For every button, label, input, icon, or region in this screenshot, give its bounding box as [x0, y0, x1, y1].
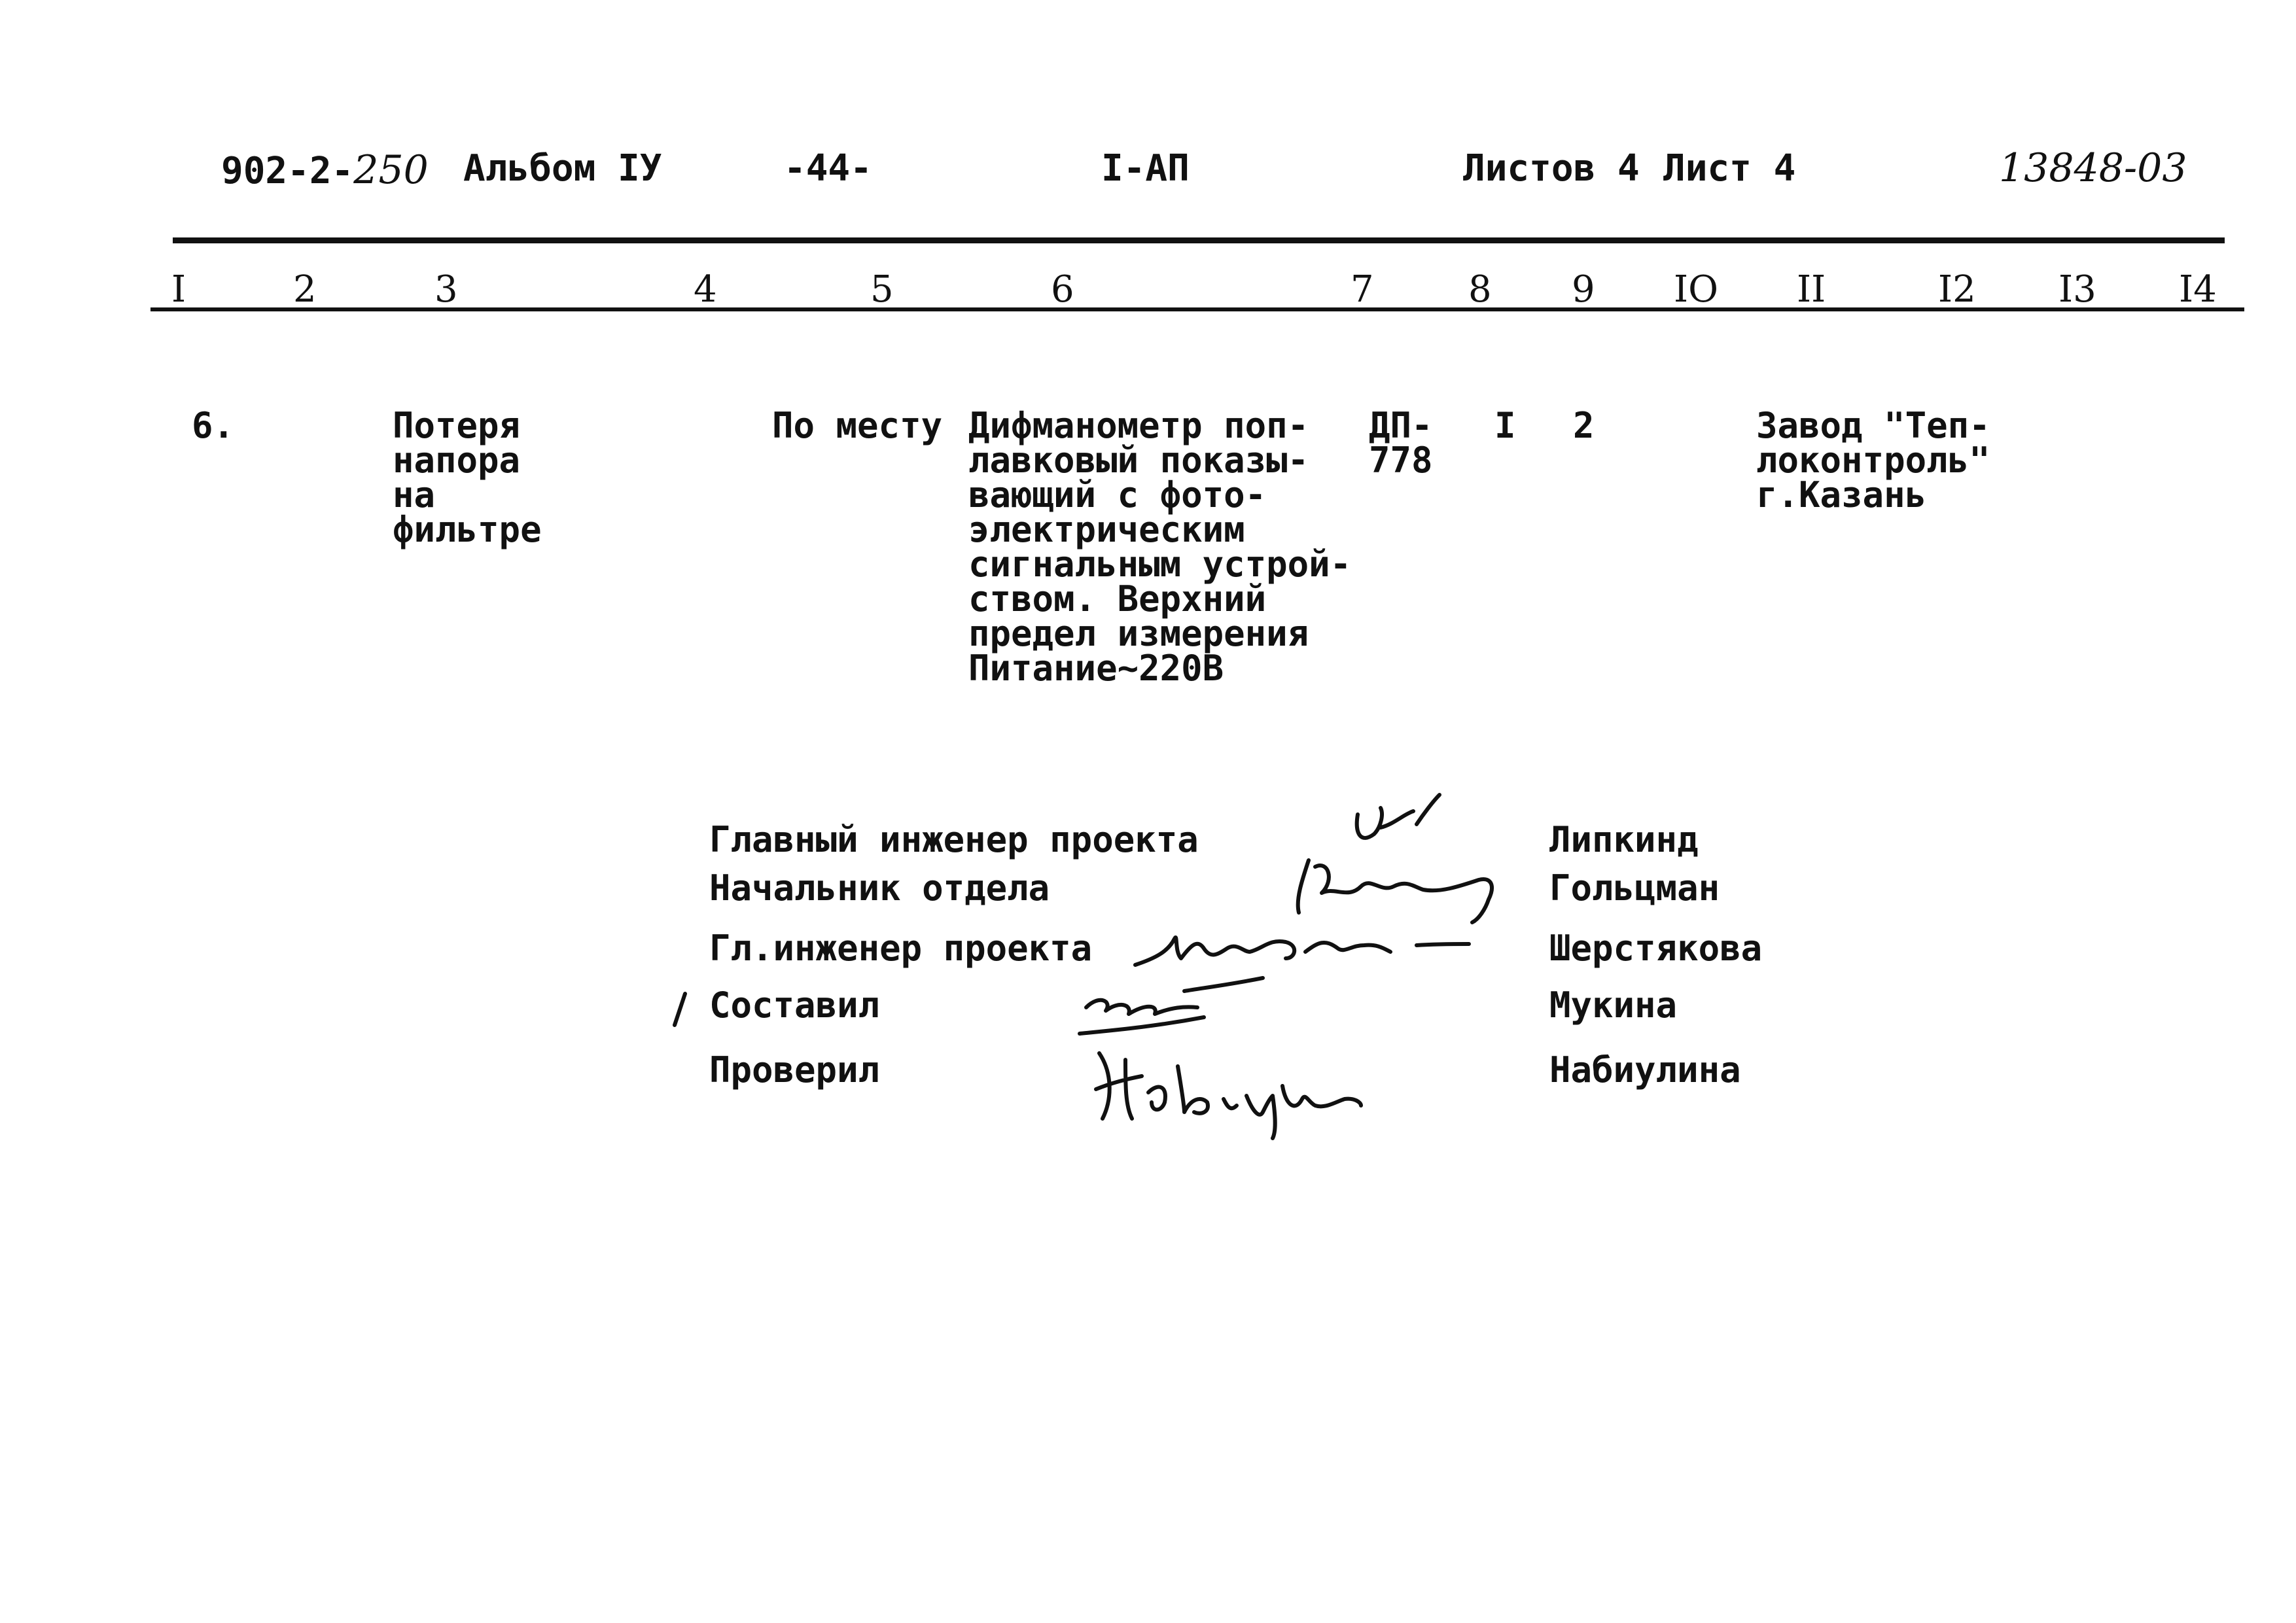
signature-name-compiled-by: Мукина — [1549, 985, 1678, 1026]
column-number-3: 3 — [434, 268, 458, 311]
section-title: I-АП — [1101, 147, 1190, 190]
column-number-7: 7 — [1351, 268, 1374, 311]
signature-name-chief-engineer: Липкинд — [1549, 819, 1699, 860]
album-label: Альбом IУ — [463, 147, 662, 190]
device-description: Дифманометр поп- лавковый показы- вающий с фото- электрическим сигнальным устрой- ством. Верхний предел измерения Питание~220В — [968, 405, 1352, 689]
signature-role-project-engineer: Гл.инженер проекта — [709, 928, 1093, 969]
signature-role-checked-by: Проверил — [709, 1049, 880, 1091]
installation-place: По месту — [772, 405, 943, 446]
column-number-6: 6 — [1051, 268, 1074, 311]
signature-name-project-engineer: Шерстякова — [1549, 928, 1763, 969]
signature-role-department-head: Начальник отдела — [709, 867, 1050, 909]
column-number-13: I3 — [2058, 268, 2096, 311]
tick-mark — [671, 991, 690, 1030]
archive-number: 13848-03 — [1999, 145, 2187, 191]
signature-role-compiled-by: Составил — [709, 985, 880, 1026]
handwritten-signature-4 — [1086, 1040, 1426, 1145]
signature-role-chief-engineer: Главный инженер проекта — [709, 819, 1199, 860]
document-code-number: 250 — [353, 147, 429, 193]
signature-name-checked-by: Набиулина — [1549, 1049, 1741, 1091]
column-number-4: 4 — [694, 268, 717, 311]
device-quantity-1: I — [1494, 405, 1516, 446]
column-number-11: II — [1797, 268, 1826, 311]
column-number-10: IO — [1674, 268, 1719, 311]
sheets-total: Листов 4 — [1463, 147, 1640, 190]
document-code-prefix: 902-2- — [221, 150, 354, 192]
column-number-5: 5 — [870, 268, 894, 311]
sheet-number: Лист 4 — [1663, 147, 1796, 190]
row-number: 6. — [192, 405, 235, 446]
document-code — [221, 147, 429, 193]
device-quantity-2: 2 — [1573, 405, 1595, 446]
column-number-2: 2 — [293, 268, 317, 311]
column-number-8: 8 — [1468, 268, 1492, 311]
page-number: -44- — [784, 147, 872, 190]
column-number-12: I2 — [1938, 268, 1976, 311]
column-number-9: 9 — [1572, 268, 1595, 311]
manufacturer: Завод "Теп- локонтроль" г.Казань — [1756, 405, 1990, 515]
header-rule — [173, 237, 2225, 243]
column-numbers-rule — [150, 307, 2244, 311]
column-number-14: I4 — [2179, 268, 2217, 311]
parameter-name: Потеря напора на фильтре — [393, 405, 542, 550]
signature-name-department-head: Гольцман — [1549, 867, 1720, 909]
column-number-1: I — [171, 268, 186, 311]
device-type: ДП- 778 — [1369, 405, 1433, 481]
